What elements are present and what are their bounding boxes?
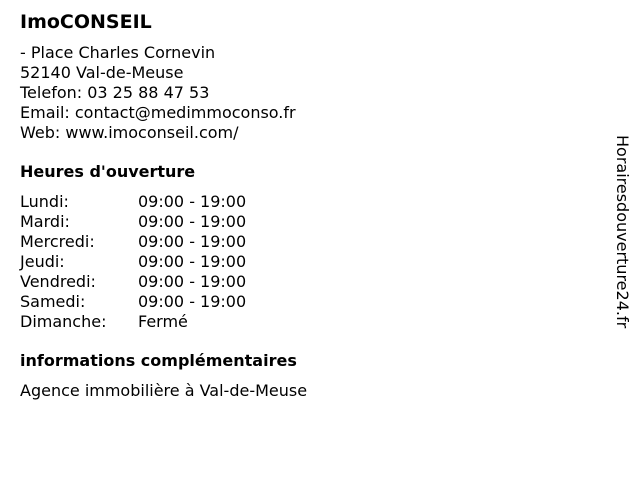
hours-row-wednesday [20,232,590,252]
hours-list [20,192,590,332]
address-line-1: - Place Charles Cornevin [20,43,216,62]
day-label: Mercredi: [20,232,95,251]
hours-row-sunday [20,312,590,332]
time-value: 09:00 - 19:00 [138,292,247,311]
day-label: Dimanche: [20,312,107,331]
day-label: Jeudi: [20,252,65,271]
hours-row-monday [20,192,590,212]
address-line-2: 52140 Val-de-Meuse [20,63,184,82]
day-label: Vendredi: [20,272,96,291]
hours-row-tuesday [20,212,590,232]
time-value: 09:00 - 19:00 [138,192,247,211]
day-label: Samedi: [20,292,86,311]
time-value: Fermé [138,312,188,331]
day-label: Mardi: [20,212,70,231]
hours-row-friday [20,272,590,292]
hours-row-thursday [20,252,590,272]
business-card [20,10,590,401]
time-value: 09:00 - 19:00 [138,252,247,271]
hours-heading: Heures d'ouverture [20,162,196,181]
hours-row-saturday [20,292,590,312]
email-line: Email: contact@medimmoconso.fr [20,103,296,122]
time-value: 09:00 - 19:00 [138,272,247,291]
day-label: Lundi: [20,192,69,211]
site-brand-vertical: Horairesdouverture24.fr [613,135,632,329]
time-value: 09:00 - 19:00 [138,232,247,251]
time-value: 09:00 - 19:00 [138,212,247,231]
phone-line: Telefon: 03 25 88 47 53 [20,83,210,102]
info-heading: informations complémentaires [20,351,297,370]
business-name: ImoCONSEIL [20,11,152,33]
info-text: Agence immobilière à Val-de-Meuse [20,381,308,400]
web-line: Web: www.imoconseil.com/ [20,123,239,142]
